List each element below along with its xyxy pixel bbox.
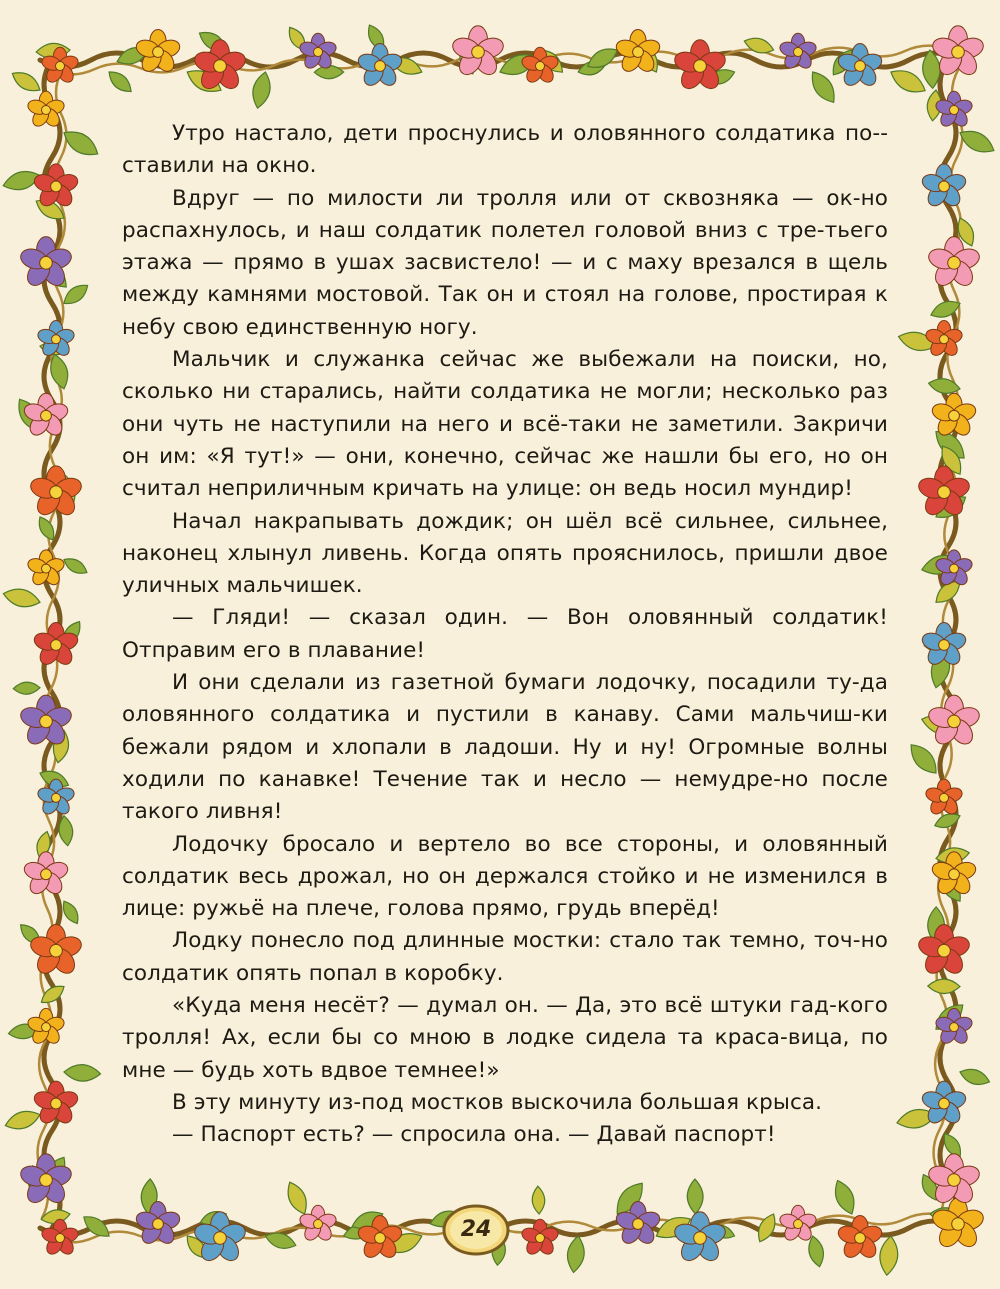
flower <box>672 40 728 93</box>
paragraph: «Куда меня несёт? — думал он. — Да, это всё штуки гад-кого тролля! Ах, если бы со мною в лодке сидела та краса-вица, по мне — будь хоть вдвое темнее!» <box>122 993 888 1083</box>
flower <box>22 852 70 897</box>
paragraph: Начал накрапывать дождик; он шёл всё сильнее, сильнее, наконец хлынул ливень. Когда опять прояснилось, пришли двое уличных мальчишек. <box>122 508 888 599</box>
leaf <box>958 1065 992 1088</box>
paragraph: В эту минуту из-под мостков выскочила большая крыса. <box>172 1089 823 1115</box>
flower <box>836 44 884 89</box>
paragraph: Утро настало, дети проснулись и оловянного солдатика по-ставили на окно. <box>122 121 888 179</box>
flower <box>356 44 404 89</box>
flower <box>36 779 76 817</box>
paragraph: — Гляди! — сказал один. — Вон оловянный солдатик! Отправим его в плавание! <box>122 605 888 663</box>
paragraph: Лодку понесло под длинные мостки: стало так темно, точ-но солдатик опять попал в коробку. <box>122 928 888 986</box>
leaf <box>928 979 960 994</box>
leaf <box>9 67 44 96</box>
leaf <box>1 585 42 610</box>
flower <box>18 1154 74 1207</box>
leaf <box>830 1177 859 1217</box>
leaf <box>13 682 40 695</box>
page-number: 24 <box>460 1217 492 1242</box>
leaf <box>565 1235 586 1274</box>
story-text <box>122 118 888 1152</box>
flower <box>450 26 506 79</box>
leaf <box>283 1179 312 1217</box>
leaf <box>532 1186 546 1214</box>
flower <box>926 695 982 748</box>
flower <box>934 1008 974 1046</box>
paragraph: Вдруг — по милости ли тролля или от сквозняка — ок-но распахнулось, и наш солдатик полетел головой вниз с тре-тьего этажа — прямо в ушах засвистело! — и с маху врезался в щель между камнями мостовой. Так он и стоял на голове, простирая к небу свою единственную ногу. <box>122 185 888 340</box>
flower <box>926 237 982 290</box>
paragraph: Мальчик и служанка сейчас же выбежали на поиски, но, сколько ни старались, найти солдатика не могли; несколько раз они чуть не наступили на него и всё-таки не заметили. Закричи он им: «Я тут!» — они, конечно, сейчас же нашли бы его, но он считал неприличным кричать на улице: он ведь носил мундир! <box>122 347 888 502</box>
leaf <box>878 1235 900 1276</box>
leaf <box>105 67 136 96</box>
leaf <box>249 70 273 110</box>
paragraph: Лодочку бросало и вертело во все стороны, и оловянный солдатик весь дрожал, но он держался стойко и не изменился в лице: ружьё на плече, голова прямо, грудь вперёд! <box>122 831 888 922</box>
leaf <box>687 1179 703 1214</box>
leaf <box>64 1064 101 1082</box>
paragraph: — Паспорт есть? — спросила она. — Давай паспорт! <box>172 1122 776 1148</box>
flower <box>40 1219 80 1257</box>
leaf <box>3 1107 43 1134</box>
paragraph: И они сделали из газетной бумаги лодочку, посадили ту-да оловянного солдатика и пустили в канаву. Сами мальчиш-ки бежали рядом и хлопали в ладоши. Ну и ну! Огромные волны ходили по канавке! Течение так и несло — немудре-но после такого ливня! <box>122 670 888 825</box>
flower <box>916 924 972 977</box>
leaf <box>905 739 943 778</box>
flower <box>930 1198 986 1251</box>
leaf <box>61 554 90 577</box>
